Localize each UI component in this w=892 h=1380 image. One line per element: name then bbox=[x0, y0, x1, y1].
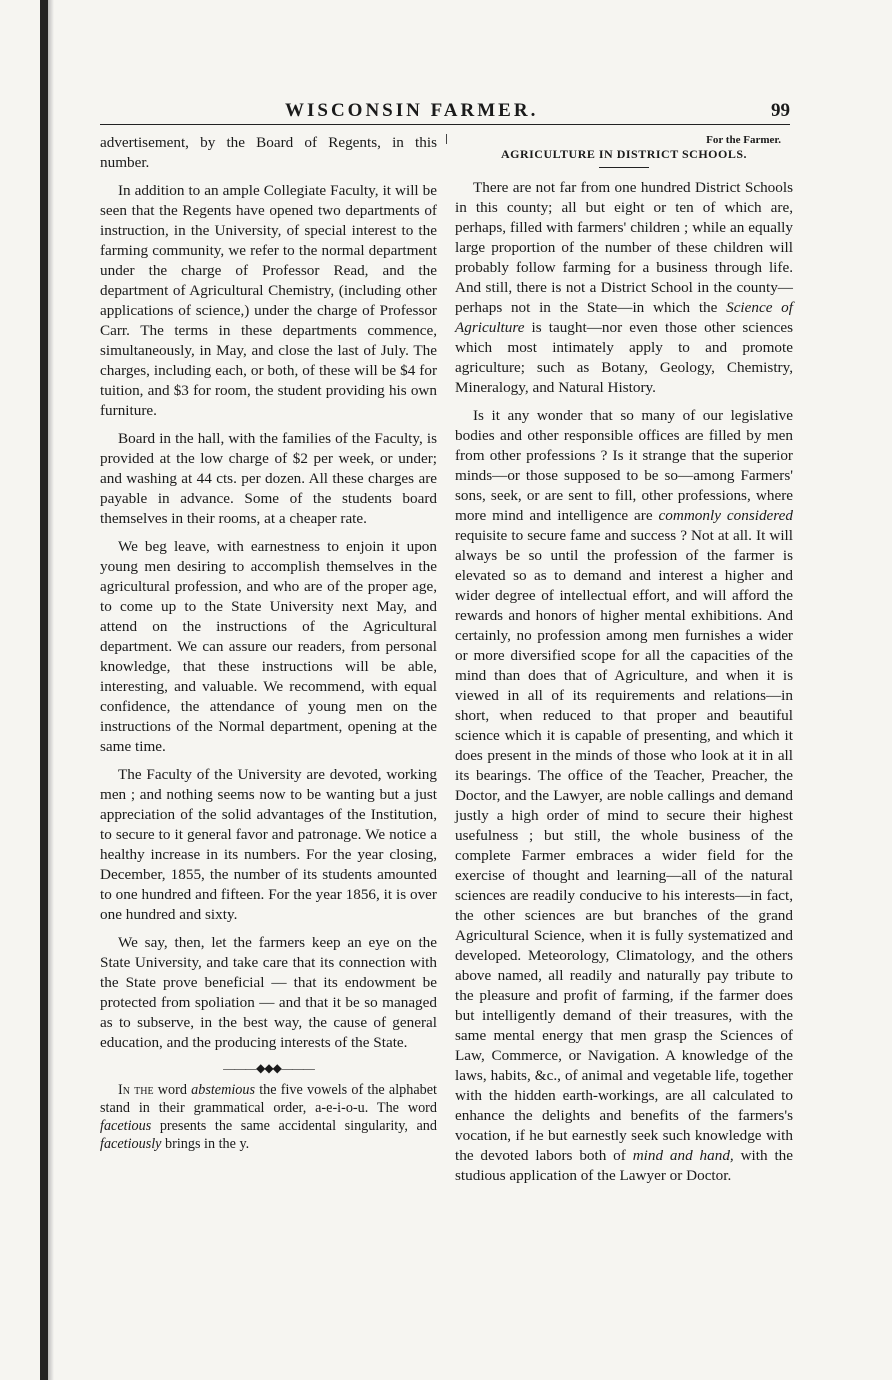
paragraph bbox=[455, 406, 793, 1186]
paragraph-text: requisite to secure fame and success ? Not at all. It will always be so until the profession of the farmer is elevated so as to demand and interest a higher and wider degree of intellectual effort, and will afford the rewards and honors of higher mental exhibitions. And certainly, no profession among men furnishes a wider or more diversified scope for all the capacities of the mind than does that of Agriculture, and when it is viewed in all of its requirements and relations—in short, when reduced to that proper and beautiful science which it is capable of presenting, and which it does present in the minds of those who look at it in all its bearings. The office of the Teacher, Preacher, the Doctor, and the Lawyer, are noble callings and demand justly a high order of mind to secure their highest usefulness ; but still, the whole business of the complete Farmer embraces a wider field for the exercise of thought and learning—all of the natural sciences are readily conducive to his interests—in fact, the other sciences are but branches of the grand Agricultural Science, when it is fully systematized and developed. Meteorology, Climatology, and the others above named, all readily and naturally pay tribute to the pleasure and profit of farming, if the farmer does but intelligently demand of their treasures, with the same mental energy that men grasp the Sciences of Law, Commerce, or Navigation. A knowledge of the laws, habits, &c., of animal and vegetable life, together with the hidden earth-workings, are all calculated to enhance the delights and benefits of the farmers's vocation, if he but earnestly seek such knowledge with the devoted labors both of bbox=[455, 527, 793, 1164]
binding-shadow bbox=[48, 0, 54, 1380]
column-divider bbox=[446, 134, 447, 144]
note-text: brings in the y. bbox=[161, 1136, 250, 1152]
paragraph: We beg leave, with earnestness to enjoin it upon young men desiring to accomplish themselves in the agricultural profession, and who are of the proper age, to come up to the State University next May, and attend on the instructions of the Agricultural department. We can assure our readers, from personal knowledge, that these instructions will be able, interesting, and valuable. We recommend, with equal confidence, the attendance of young men on the instructions of the Normal department, opening at the same time. bbox=[100, 538, 437, 755]
emphasis: Science of Agriculture bbox=[455, 299, 793, 336]
note-lead: In the bbox=[118, 1082, 154, 1098]
note-text: presents the same accidental singularity, and bbox=[151, 1118, 437, 1134]
page-binding-edge bbox=[40, 0, 48, 1380]
running-header bbox=[100, 100, 790, 125]
note-word: facetiously bbox=[100, 1136, 162, 1152]
paragraph: In addition to an ample Collegiate Faculty, it will be seen that the Regents have opened two departments of instruction, in the University, of special interest to the farming community, we refer to the normal department under the charge of Professor Read, and the department of Agricultural Chemistry, (including other applications of science,) under the charge of Professor Carr. The terms in these departments commence, simultaneously, in May, and close the last of July. The charges, including each, or both, of these will be $4 for tuition, and $3 for room, the student providing his own furniture. bbox=[100, 182, 437, 419]
paragraph: advertisement, by the Board of Regents, in this number. bbox=[100, 134, 437, 171]
right-column bbox=[455, 133, 793, 1194]
paragraph bbox=[455, 178, 793, 398]
emphasis: commonly considered bbox=[658, 507, 793, 524]
journal-title: WISCONSIN FARMER. bbox=[285, 100, 539, 121]
paragraph-text: There are not far from one hundred District Schools in this county; all but eight or ten of which are, perhaps, filled with farmers' children ; while an equally large proportion of the number of these children will probably follow farming for a business through life. And still, there is not a District School in the county— perhaps not in the State—in which the bbox=[455, 179, 793, 316]
paragraph: We say, then, let the farmers keep an eye on the State University, and take care that its connection with the State prove beneficial — that its endowment be protected from spoliation — and that it be so managed as to subserve, in the best way, the cause of general education, and the producing interests of the State. bbox=[100, 934, 437, 1051]
paragraph: Board in the hall, with the families of the Faculty, is provided at the low charge of $2 per week, or under; and washing at 44 cts. per dozen. All these charges are payable in advance. Some of the students board themselves in their rooms, at a cheaper rate. bbox=[100, 430, 437, 527]
note-word: abstemious bbox=[191, 1082, 255, 1098]
emphasis: mind and hand, bbox=[632, 1147, 734, 1164]
page-number: 99 bbox=[771, 100, 790, 121]
note-text: the five vowels of the alphabet stand in their grammatical order, a-e-i-o-u. The word bbox=[100, 1082, 437, 1116]
paragraph-text: with the studious application of the Lawyer or Doctor. bbox=[455, 1147, 794, 1184]
paragraph-text: Is it any wonder that so many of our legislative bodies and other responsible offices are filled by men from other professions ? Is it strange that the superior minds—or those supposed to be so—among Farmers' sons, seek, or are sent to fill, other professions, where more mind and intelligence are bbox=[455, 407, 793, 524]
section-divider: ———◆◆◆——— bbox=[223, 1061, 314, 1075]
note-word: facetious bbox=[100, 1118, 152, 1134]
note-text: word bbox=[153, 1082, 192, 1098]
note-paragraph bbox=[100, 1081, 437, 1153]
attribution: For the Farmer. bbox=[706, 134, 781, 146]
paragraph-text: is taught—nor even those other sciences which most intimately apply to and promote agriculture; such as Botany, Geology, Chemistry, Mineralogy, and Natural History. bbox=[455, 319, 793, 396]
article-title: AGRICULTURE IN DISTRICT SCHOOLS. bbox=[500, 147, 748, 161]
title-rule bbox=[599, 167, 649, 168]
paragraph: The Faculty of the University are devoted, working men ; and nothing seems now to be wanting but a just appreciation of the solid advantages of the Institution, to secure to it general favor and patronage. We notice a healthy increase in its numbers. For the year closing, December, 1855, the number of its students amounted to one hundred and fifteen. For the year 1856, it is over one hundred and sixty. bbox=[100, 766, 437, 923]
left-column bbox=[100, 133, 437, 1161]
